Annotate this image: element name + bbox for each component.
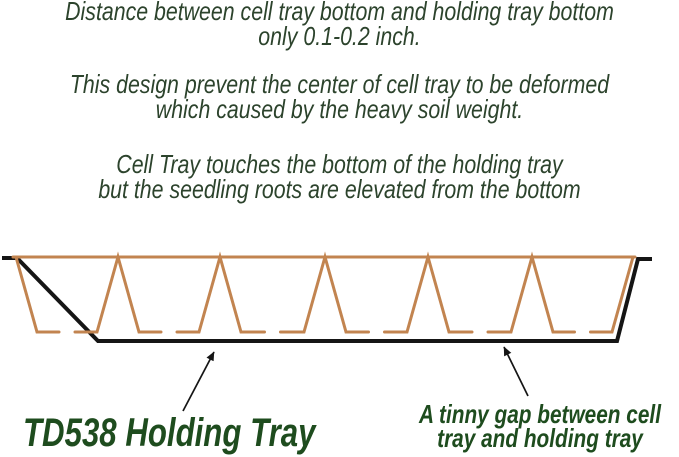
cell-tray-profile [16,257,633,332]
text-line: This design prevent the center of cell tray to be deformed [69,69,610,99]
holding-tray-label: TD538 Holding Tray [23,411,316,455]
gap-label [402,399,679,453]
text-line: which caused by the heavy soil weight. [155,94,524,124]
holding-tray-arrow [183,352,214,411]
text-line: but the seedling roots are elevated from the bottom [98,174,581,204]
gap-label-line: A tinny gap between cell [419,399,661,429]
text-line: Distance between cell tray bottom and holding tray bottom [65,0,614,26]
gap-arrow [504,347,528,396]
text-line: Cell Tray touches the bottom of the holding tray [116,149,563,179]
text-line: only 0.1-0.2 inch. [258,21,421,51]
gap-label-line: tray and holding tray [437,423,643,453]
